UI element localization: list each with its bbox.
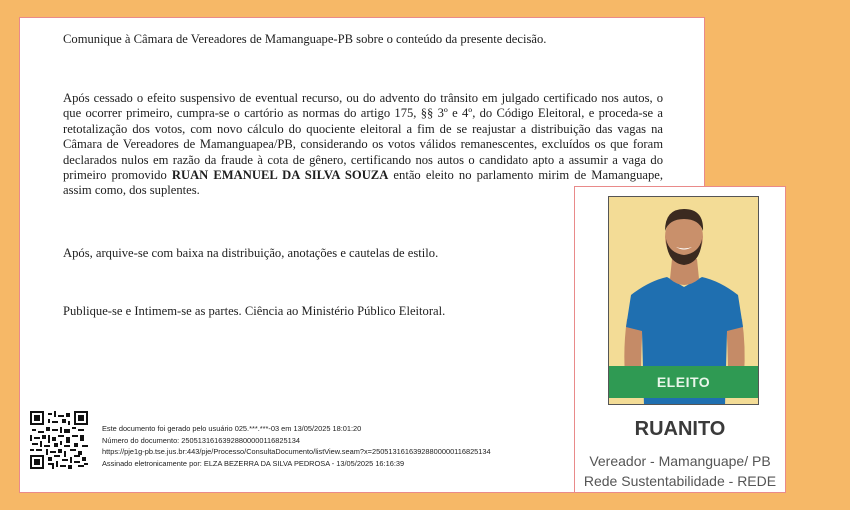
candidate-photo — [608, 196, 759, 405]
paragraph-publish: Publique-se e Intimem-se as partes. Ciência ao Ministério Público Eleitoral. — [63, 304, 446, 318]
candidate-name: RUANITO — [634, 418, 726, 440]
document-signature-info — [102, 423, 622, 469]
candidate-card — [574, 186, 786, 493]
signed-by-line: Assinado eletronicamente por: ELZA BEZERRA DA SILVA PEDROSA - 13/05/2025 16:16:39 — [102, 458, 405, 468]
document-url-line[interactable]: https://pje1g-pb.tse.jus.br:443/pje/Processo/ConsultaDocumento/listView.seam?x=25051316163928800000116825134 — [102, 447, 491, 456]
paragraph-retotalization-text: Após cessado o efeito suspensivo de eventual recurso, ou do advento do trânsito em julgado certificado nos autos, o que ocorrer primeiro, cumpra-se o cartório as normas do artigo 175, §§ 3º e 4º, do Código Eleitoral, e proceda-se a retotalização dos votos, com novo cálculo do quociente eleitoral a fim de se reajustar a distribuição das vagas na Câmara de Vereadores de Mamanguapea/PB, considerando os votos válidos remanescentes, excluídos os que foram declarados nulos em razão da fraude à cota de gênero, certificando nos autos o candidato apto a assumir a vaga do primeiro promovido — [63, 91, 663, 183]
paragraph-communicate: Comunique à Câmara de Vereadores de Mamanguape-PB sobre o conteúdo da presente decisão. — [63, 32, 547, 46]
document-number-line: Número do documento: 25051316163928800000116825134 — [102, 435, 300, 445]
candidate-name-bold: RUAN EMANUEL DA SILVA SOUZA — [171, 168, 389, 183]
candidate-party: Rede Sustentabilidade - REDE — [583, 473, 777, 489]
paragraph-retotalization-end: então eleito no parlamento mirim de Mamanguape, assim como, dos suplentes. — [63, 168, 663, 198]
candidate-role: Vereador - Mamanguape/ PB — [589, 453, 771, 469]
paragraph-retotalization — [63, 91, 663, 199]
paragraph-archive: Após, arquive-se com baixa na distribuição, anotações e cautelas de estilo. — [63, 246, 439, 260]
qr-code-icon — [30, 411, 88, 469]
elected-badge: ELEITO — [609, 366, 758, 398]
generated-by-line: Este documento foi gerado pelo usuário 025.***.***-03 em 13/05/2025 18:01:20 — [102, 424, 362, 433]
